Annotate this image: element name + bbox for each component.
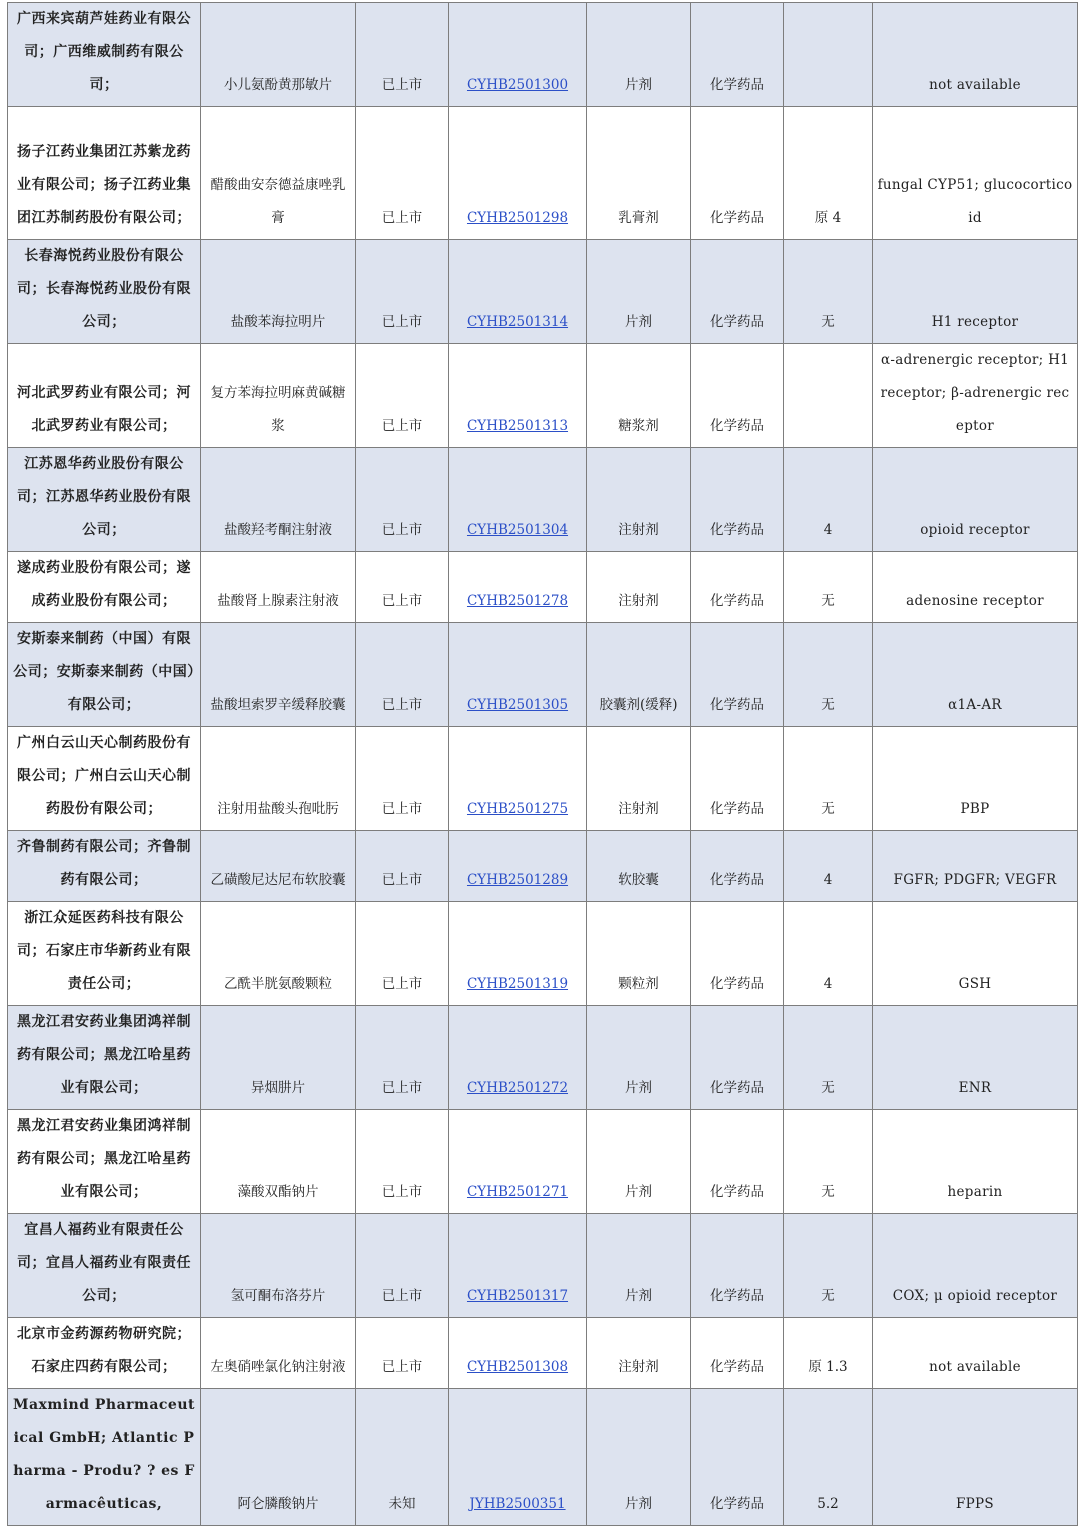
registration-class-cell: 原 1.3	[784, 1318, 873, 1389]
company-cell: 安斯泰来制药（中国）有限公司；安斯泰来制药（中国）有限公司；	[8, 623, 201, 727]
drug-type-cell: 化学药品	[691, 1110, 784, 1214]
dosage-form-cell: 糖浆剂	[587, 344, 691, 448]
company-cell: 宜昌人福药业有限责任公司；宜昌人福药业有限责任公司；	[8, 1214, 201, 1318]
acceptance-code-link[interactable]: CYHB2501271	[466, 1184, 569, 1200]
acceptance-code-link[interactable]: CYHB2501317	[466, 1288, 569, 1304]
dosage-form-cell: 片剂	[587, 240, 691, 344]
drug-type-cell: 化学药品	[691, 3, 784, 107]
acceptance-code-cell	[449, 448, 587, 552]
drug-type-cell: 化学药品	[691, 448, 784, 552]
dosage-form-cell: 片剂	[587, 3, 691, 107]
drug-name-cell: 盐酸羟考酮注射液	[201, 448, 356, 552]
drug-name-cell: 醋酸曲安奈德益康唑乳膏	[201, 107, 356, 240]
acceptance-code-link[interactable]: CYHB2501305	[466, 697, 569, 713]
drug-name-cell: 注射用盐酸头孢吡肟	[201, 727, 356, 831]
registration-class-cell: 4	[784, 902, 873, 1006]
acceptance-code-cell	[449, 240, 587, 344]
target-cell: FPPS	[873, 1389, 1078, 1526]
table-row	[8, 831, 1078, 902]
dosage-form-cell: 片剂	[587, 1214, 691, 1318]
acceptance-code-link[interactable]: CYHB2501272	[466, 1080, 569, 1096]
company-cell: 江苏恩华药业股份有限公司；江苏恩华药业股份有限公司；	[8, 448, 201, 552]
drug-type-cell: 化学药品	[691, 1006, 784, 1110]
acceptance-code-link[interactable]: CYHB2501304	[466, 522, 569, 538]
registration-class-cell: 无	[784, 1214, 873, 1318]
market-status-cell: 已上市	[356, 240, 449, 344]
registration-class-cell: 4	[784, 831, 873, 902]
dosage-form-cell: 片剂	[587, 1006, 691, 1110]
registration-class-cell: 无	[784, 623, 873, 727]
registration-class-cell: 无	[784, 1110, 873, 1214]
drug-name-cell: 盐酸肾上腺素注射液	[201, 552, 356, 623]
acceptance-code-link[interactable]: CYHB2501289	[466, 872, 569, 888]
market-status-cell: 已上市	[356, 1318, 449, 1389]
table-row	[8, 552, 1078, 623]
target-cell: heparin	[873, 1110, 1078, 1214]
table-row	[8, 240, 1078, 344]
market-status-cell: 已上市	[356, 448, 449, 552]
acceptance-code-link[interactable]: CYHB2501275	[466, 801, 569, 817]
acceptance-code-cell	[449, 902, 587, 1006]
drug-type-cell: 化学药品	[691, 727, 784, 831]
drug-type-cell: 化学药品	[691, 1318, 784, 1389]
company-cell: 齐鲁制药有限公司；齐鲁制药有限公司；	[8, 831, 201, 902]
market-status-cell: 已上市	[356, 3, 449, 107]
registration-class-cell	[784, 3, 873, 107]
dosage-form-cell: 注射剂	[587, 727, 691, 831]
dosage-form-cell: 乳膏剂	[587, 107, 691, 240]
acceptance-code-cell	[449, 344, 587, 448]
drug-name-cell: 乙磺酸尼达尼布软胶囊	[201, 831, 356, 902]
registration-class-cell: 5.2	[784, 1389, 873, 1526]
table-row	[8, 107, 1078, 240]
company-cell: Maxmind Pharmaceutical GmbH; Atlantic Pharma - Produ? ? es Farmacêuticas,	[8, 1389, 201, 1526]
drug-name-cell: 氢可酮布洛芬片	[201, 1214, 356, 1318]
target-cell: ENR	[873, 1006, 1078, 1110]
registration-class-cell: 无	[784, 240, 873, 344]
drug-type-cell: 化学药品	[691, 344, 784, 448]
target-cell: opioid receptor	[873, 448, 1078, 552]
acceptance-code-cell	[449, 552, 587, 623]
drug-name-cell: 异烟肼片	[201, 1006, 356, 1110]
registration-class-cell	[784, 344, 873, 448]
acceptance-code-link[interactable]: JYHB2500351	[469, 1496, 566, 1512]
target-cell: PBP	[873, 727, 1078, 831]
table-row	[8, 448, 1078, 552]
table-row	[8, 902, 1078, 1006]
drug-type-cell: 化学药品	[691, 831, 784, 902]
drug-type-cell: 化学药品	[691, 623, 784, 727]
acceptance-code-cell	[449, 3, 587, 107]
drug-type-cell: 化学药品	[691, 552, 784, 623]
drug-name-cell: 小儿氨酚黄那敏片	[201, 3, 356, 107]
company-cell: 黑龙江君安药业集团鸿祥制药有限公司；黑龙江哈星药业有限公司；	[8, 1006, 201, 1110]
registration-class-cell: 无	[784, 552, 873, 623]
market-status-cell: 已上市	[356, 727, 449, 831]
acceptance-code-link[interactable]: CYHB2501319	[466, 976, 569, 992]
market-status-cell: 已上市	[356, 344, 449, 448]
market-status-cell: 已上市	[356, 107, 449, 240]
acceptance-code-cell	[449, 1389, 587, 1526]
market-status-cell: 已上市	[356, 902, 449, 1006]
table-row	[8, 344, 1078, 448]
registration-class-cell: 原 4	[784, 107, 873, 240]
target-cell: α1A-AR	[873, 623, 1078, 727]
table-row	[8, 1110, 1078, 1214]
market-status-cell: 已上市	[356, 1214, 449, 1318]
target-cell: GSH	[873, 902, 1078, 1006]
acceptance-code-link[interactable]: CYHB2501298	[466, 210, 569, 226]
dosage-form-cell: 片剂	[587, 1110, 691, 1214]
target-cell: not available	[873, 3, 1078, 107]
company-cell: 北京市金药源药物研究院；石家庄四药有限公司；	[8, 1318, 201, 1389]
table-row	[8, 3, 1078, 107]
market-status-cell: 已上市	[356, 623, 449, 727]
drug-type-cell: 化学药品	[691, 107, 784, 240]
acceptance-code-cell	[449, 1214, 587, 1318]
acceptance-code-cell	[449, 1006, 587, 1110]
target-cell: FGFR; PDGFR; VEGFR	[873, 831, 1078, 902]
acceptance-code-link[interactable]: CYHB2501300	[466, 77, 569, 93]
registration-class-cell: 无	[784, 727, 873, 831]
drug-name-cell: 复方苯海拉明麻黄碱糖浆	[201, 344, 356, 448]
acceptance-code-link[interactable]: CYHB2501308	[466, 1359, 569, 1375]
target-cell: H1 receptor	[873, 240, 1078, 344]
company-cell: 河北武罗药业有限公司；河北武罗药业有限公司；	[8, 344, 201, 448]
drug-name-cell: 盐酸坦索罗辛缓释胶囊	[201, 623, 356, 727]
dosage-form-cell: 注射剂	[587, 448, 691, 552]
dosage-form-cell: 片剂	[587, 1389, 691, 1526]
dosage-form-cell: 颗粒剂	[587, 902, 691, 1006]
table-row	[8, 1389, 1078, 1526]
acceptance-code-link[interactable]: CYHB2501313	[466, 418, 569, 434]
drug-type-cell: 化学药品	[691, 240, 784, 344]
company-cell: 扬子江药业集团江苏紫龙药业有限公司；扬子江药业集团江苏制药股份有限公司；	[8, 107, 201, 240]
drug-name-cell: 藻酸双酯钠片	[201, 1110, 356, 1214]
registration-class-cell: 无	[784, 1006, 873, 1110]
acceptance-code-cell	[449, 1318, 587, 1389]
market-status-cell: 已上市	[356, 552, 449, 623]
market-status-cell: 已上市	[356, 831, 449, 902]
table-row	[8, 727, 1078, 831]
drug-name-cell: 盐酸苯海拉明片	[201, 240, 356, 344]
table-row	[8, 1006, 1078, 1110]
dosage-form-cell: 胶囊剂(缓释)	[587, 623, 691, 727]
dosage-form-cell: 软胶囊	[587, 831, 691, 902]
drug-name-cell: 乙酰半胱氨酸颗粒	[201, 902, 356, 1006]
target-cell: COX; μ opioid receptor	[873, 1214, 1078, 1318]
drug-approval-table	[7, 2, 1078, 1526]
market-status-cell: 已上市	[356, 1006, 449, 1110]
acceptance-code-cell	[449, 727, 587, 831]
drug-type-cell: 化学药品	[691, 1389, 784, 1526]
company-cell: 遂成药业股份有限公司；遂成药业股份有限公司；	[8, 552, 201, 623]
drug-type-cell: 化学药品	[691, 902, 784, 1006]
company-cell: 浙江众延医药科技有限公司；石家庄市华新药业有限责任公司；	[8, 902, 201, 1006]
company-cell: 广州白云山天心制药股份有限公司；广州白云山天心制药股份有限公司；	[8, 727, 201, 831]
target-cell: fungal CYP51; glucocorticoid	[873, 107, 1078, 240]
drug-name-cell: 左奥硝唑氯化钠注射液	[201, 1318, 356, 1389]
company-cell: 广西来宾葫芦娃药业有限公司；广西维威制药有限公司；	[8, 3, 201, 107]
drug-type-cell: 化学药品	[691, 1214, 784, 1318]
acceptance-code-cell	[449, 623, 587, 727]
target-cell: adenosine receptor	[873, 552, 1078, 623]
acceptance-code-cell	[449, 107, 587, 240]
drug-name-cell: 阿仑膦酸钠片	[201, 1389, 356, 1526]
company-cell: 长春海悦药业股份有限公司；长春海悦药业股份有限公司；	[8, 240, 201, 344]
acceptance-code-link[interactable]: CYHB2501278	[466, 593, 569, 609]
table-row	[8, 1318, 1078, 1389]
target-cell: not available	[873, 1318, 1078, 1389]
registration-class-cell: 4	[784, 448, 873, 552]
table-body	[8, 3, 1078, 1526]
table-row	[8, 1214, 1078, 1318]
acceptance-code-cell	[449, 1110, 587, 1214]
table-row	[8, 623, 1078, 727]
company-cell: 黑龙江君安药业集团鸿祥制药有限公司；黑龙江哈星药业有限公司；	[8, 1110, 201, 1214]
dosage-form-cell: 注射剂	[587, 552, 691, 623]
acceptance-code-link[interactable]: CYHB2501314	[466, 314, 569, 330]
market-status-cell: 未知	[356, 1389, 449, 1526]
acceptance-code-cell	[449, 831, 587, 902]
dosage-form-cell: 注射剂	[587, 1318, 691, 1389]
target-cell: α-adrenergic receptor; H1 receptor; β-adrenergic receptor	[873, 344, 1078, 448]
market-status-cell: 已上市	[356, 1110, 449, 1214]
